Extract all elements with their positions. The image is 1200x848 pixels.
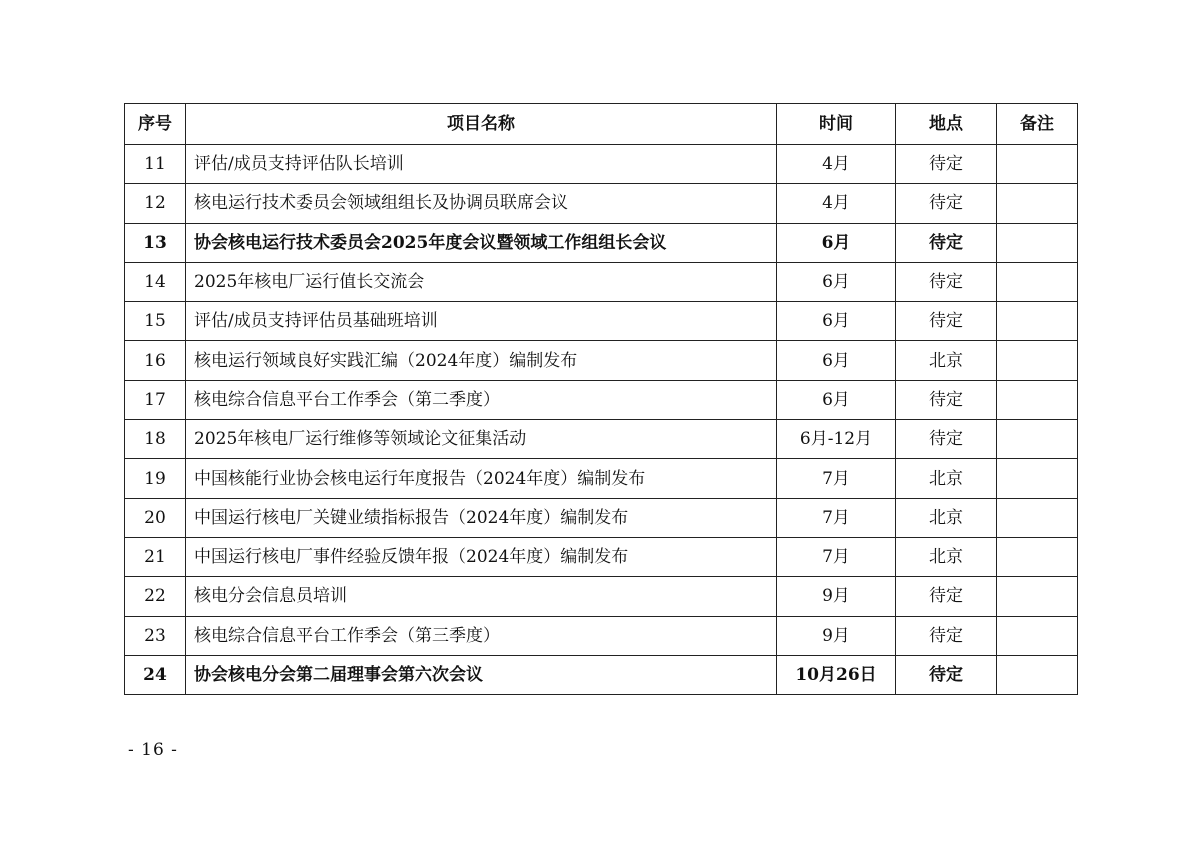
row-number: 24: [125, 655, 186, 694]
header-place: 地点: [896, 104, 997, 145]
project-place: 待定: [896, 616, 997, 655]
row-number: 17: [125, 380, 186, 419]
table-row: [125, 223, 1078, 262]
project-name: 2025年核电厂运行维修等领域论文征集活动: [186, 420, 777, 459]
project-place: 待定: [896, 302, 997, 341]
page-number: - 16 -: [128, 740, 178, 760]
table-row: [125, 420, 1078, 459]
project-time: 6月: [777, 223, 896, 262]
project-place: 北京: [896, 498, 997, 537]
row-number: 19: [125, 459, 186, 498]
project-time: 9月: [777, 577, 896, 616]
project-name: 核电运行领域良好实践汇编（2024年度）编制发布: [186, 341, 777, 380]
project-time: 4月: [777, 184, 896, 223]
project-place: 北京: [896, 459, 997, 498]
project-place: 待定: [896, 655, 997, 694]
project-place: 待定: [896, 184, 997, 223]
project-note: [997, 302, 1078, 341]
project-note: [997, 498, 1078, 537]
project-note: [997, 184, 1078, 223]
header-name: 项目名称: [186, 104, 777, 145]
project-time: 7月: [777, 537, 896, 576]
project-place: 待定: [896, 262, 997, 301]
project-note: [997, 145, 1078, 184]
project-note: [997, 262, 1078, 301]
table-row: [125, 262, 1078, 301]
project-place: 待定: [896, 145, 997, 184]
project-name: 核电运行技术委员会领域组组长及协调员联席会议: [186, 184, 777, 223]
project-name: 核电分会信息员培训: [186, 577, 777, 616]
project-time: 7月: [777, 498, 896, 537]
project-time: 6月: [777, 262, 896, 301]
table-row: [125, 655, 1078, 694]
project-name: 核电综合信息平台工作季会（第二季度）: [186, 380, 777, 419]
project-name: 中国运行核电厂关键业绩指标报告（2024年度）编制发布: [186, 498, 777, 537]
project-note: [997, 577, 1078, 616]
row-number: 12: [125, 184, 186, 223]
table-row: [125, 145, 1078, 184]
table-row: [125, 498, 1078, 537]
project-time: 4月: [777, 145, 896, 184]
header-note: 备注: [997, 104, 1078, 145]
row-number: 22: [125, 577, 186, 616]
project-name: 核电综合信息平台工作季会（第三季度）: [186, 616, 777, 655]
table-row: [125, 302, 1078, 341]
table-row: [125, 459, 1078, 498]
row-number: 16: [125, 341, 186, 380]
project-note: [997, 655, 1078, 694]
project-note: [997, 341, 1078, 380]
project-name: 中国运行核电厂事件经验反馈年报（2024年度）编制发布: [186, 537, 777, 576]
project-name: 协会核电分会第二届理事会第六次会议: [186, 655, 777, 694]
table-row: [125, 184, 1078, 223]
project-place: 北京: [896, 341, 997, 380]
project-note: [997, 223, 1078, 262]
row-number: 21: [125, 537, 186, 576]
project-note: [997, 420, 1078, 459]
project-name: 评估/成员支持评估员基础班培训: [186, 302, 777, 341]
row-number: 14: [125, 262, 186, 301]
project-note: [997, 380, 1078, 419]
row-number: 15: [125, 302, 186, 341]
row-number: 23: [125, 616, 186, 655]
project-name: 评估/成员支持评估队长培训: [186, 145, 777, 184]
project-note: [997, 616, 1078, 655]
row-number: 18: [125, 420, 186, 459]
project-schedule-table: [124, 103, 1078, 695]
header-no: 序号: [125, 104, 186, 145]
project-time: 6月: [777, 302, 896, 341]
project-place: 待定: [896, 223, 997, 262]
row-number: 11: [125, 145, 186, 184]
table-body: [125, 145, 1078, 695]
table-row: [125, 380, 1078, 419]
project-time: 6月: [777, 380, 896, 419]
project-time: 6月: [777, 341, 896, 380]
project-name: 中国核能行业协会核电运行年度报告（2024年度）编制发布: [186, 459, 777, 498]
project-time: 9月: [777, 616, 896, 655]
project-place: 北京: [896, 537, 997, 576]
project-name: 协会核电运行技术委员会2025年度会议暨领域工作组组长会议: [186, 223, 777, 262]
table-row: [125, 341, 1078, 380]
table-row: [125, 537, 1078, 576]
table-header-row: [125, 104, 1078, 145]
project-place: 待定: [896, 420, 997, 459]
project-time: 10月26日: [777, 655, 896, 694]
table-row: [125, 577, 1078, 616]
project-note: [997, 537, 1078, 576]
project-place: 待定: [896, 577, 997, 616]
project-time: 7月: [777, 459, 896, 498]
project-time: 6月-12月: [777, 420, 896, 459]
project-place: 待定: [896, 380, 997, 419]
project-note: [997, 459, 1078, 498]
project-name: 2025年核电厂运行值长交流会: [186, 262, 777, 301]
header-time: 时间: [777, 104, 896, 145]
row-number: 20: [125, 498, 186, 537]
row-number: 13: [125, 223, 186, 262]
table-row: [125, 616, 1078, 655]
